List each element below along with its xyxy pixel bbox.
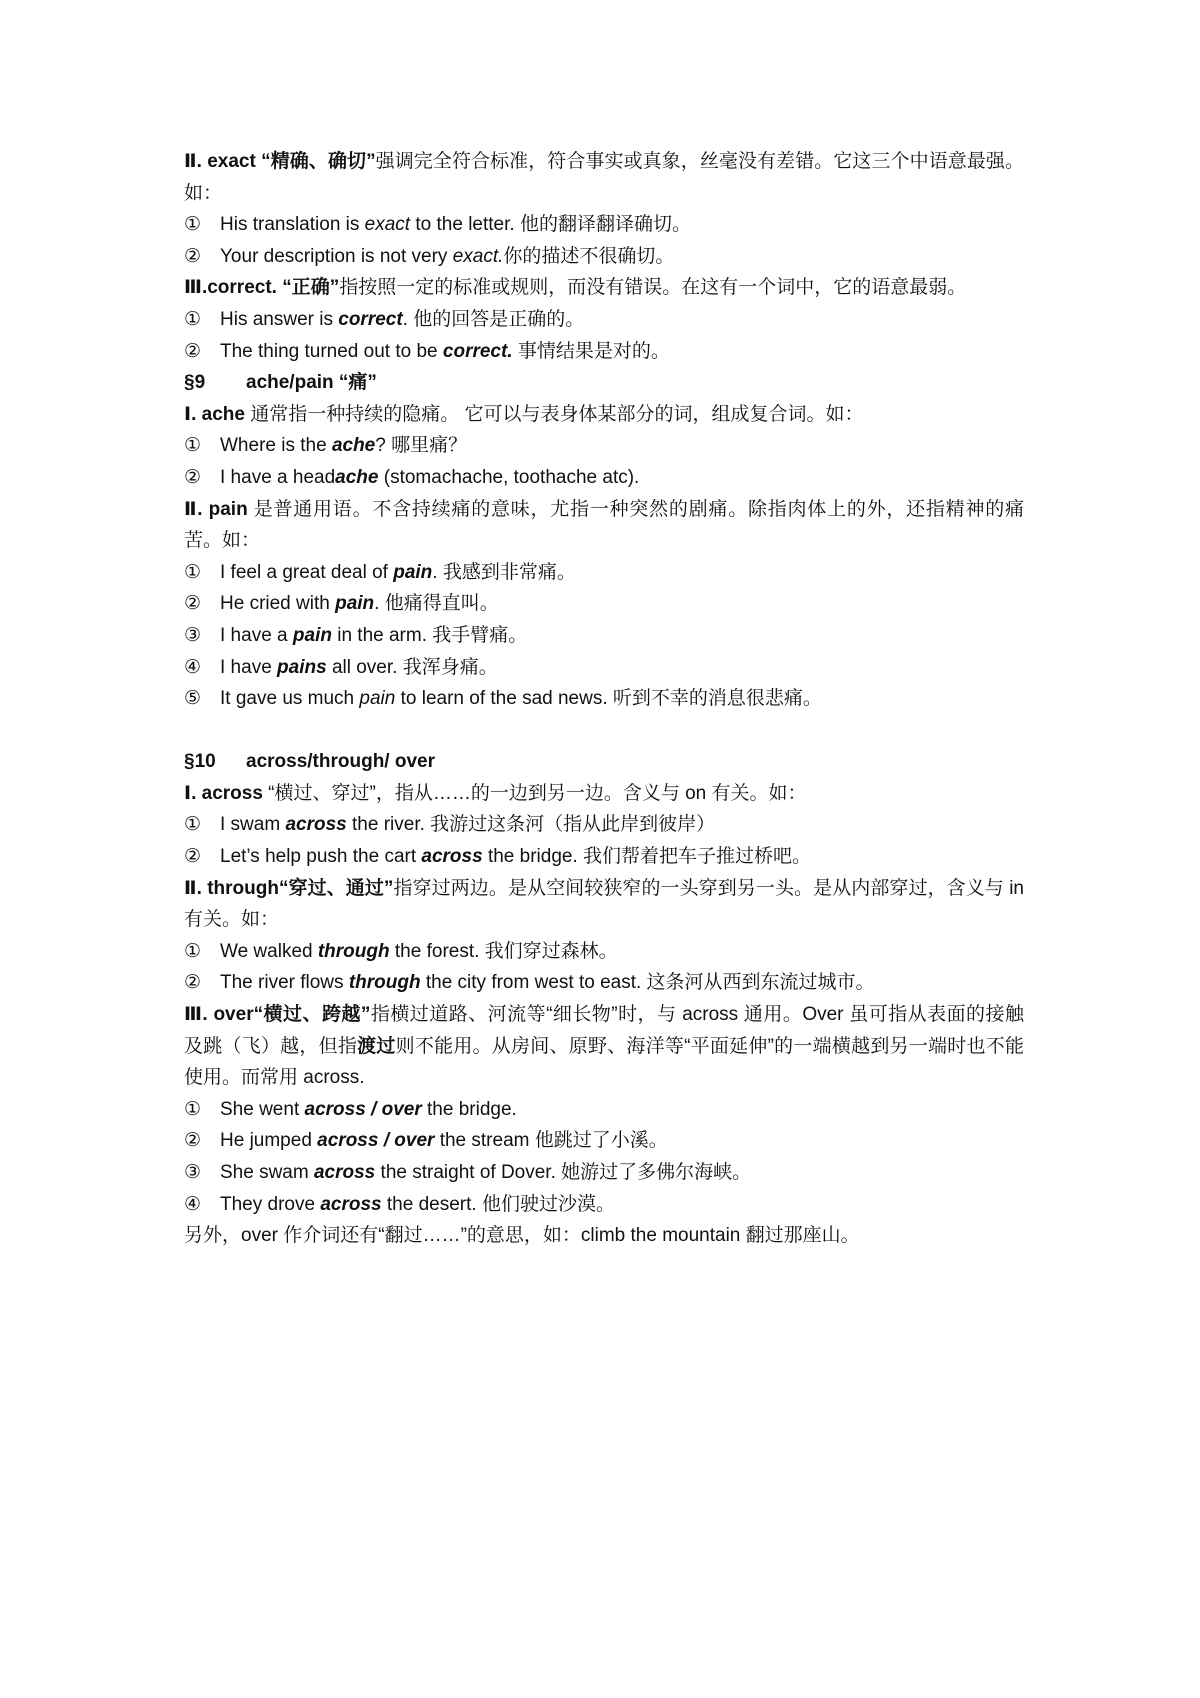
over-example-2: ② He jumped across / over the stream 他跳过了小溪。 (184, 1130, 668, 1152)
across-example-2: ② Let’s help push the cart across the bridge. 我们帮着把车子推过桥吧。 (184, 846, 812, 868)
exact-example-1: ① His translation is exact to the letter. 他的翻译翻译确切。 (184, 214, 691, 236)
correct-term: “正确” (282, 277, 340, 299)
exact-heading: Ⅱ. exact (184, 151, 256, 172)
ache-definition: Ⅰ. ache 通常指一种持续的隐痛。 它可以与表身体某部分的词，组成复合词。如： (184, 403, 864, 425)
exact-example-2: ② Your description is not very exact.你的描述不很确切。 (184, 245, 675, 267)
through-example-2: ② The river flows through the city from west to east. 这条河从西到东流过城市。 (184, 972, 875, 994)
blank-line (184, 715, 1024, 747)
over-note: 另外，over 作介词还有“翻过……”的意思，如：climb the mountain 翻过那座山。 (184, 1225, 860, 1247)
over-example-3: ③ She swam across the straight of Dover. 她游过了多佛尔海峡。 (184, 1162, 752, 1183)
pain-example-4: ④ I have pains all over. 我浑身痛。 (184, 656, 498, 678)
through-example-1: ① We walked through the forest. 我们穿过森林。 (184, 940, 618, 962)
ache-example-2: ② I have a headache (stomachache, toothache atc). (184, 466, 640, 488)
across-example-1: ① I swam across the river. 我游过这条河（指从此岸到彼岸） (184, 814, 716, 836)
pain-example-3: ③ I have a pain in the arm. 我手臂痛。 (184, 624, 528, 646)
correct-definition (184, 272, 1024, 304)
exact-term: “精确、确切” (261, 151, 376, 172)
correct-example-1: ① His answer is correct. 他的回答是正确的。 (184, 308, 585, 330)
correct-example-2: ② The thing turned out to be correct. 事情结果是对的。 (184, 340, 670, 362)
pain-example-2: ② He cried with pain. 他痛得直叫。 (184, 593, 499, 615)
across-definition: Ⅰ. across “横过、穿过”，指从……的一边到另一边。含义与 on 有关。如： (184, 782, 807, 804)
pain-definition: Ⅱ. pain 是普通用语。不含持续痛的意味，尤指一种突然的剧痛。除指肉体上的外，还指精神的痛苦。如： (184, 498, 1024, 552)
pain-example-5: ⑤ It gave us much pain to learn of the sad news. 听到不幸的消息很悲痛。 (184, 688, 822, 710)
over-example-4: ④ They drove across the desert. 他们驶过沙漠。 (184, 1193, 615, 1215)
pain-example-1: ① I feel a great deal of pain. 我感到非常痛。 (184, 561, 576, 583)
document-page (184, 146, 1024, 1252)
correct-desc: 指按照一定的标准或规则，而没有错误。在这有一个词中，它的语意最弱。 (339, 277, 967, 299)
section-9-heading: §9 ache/pain “痛” (184, 372, 377, 394)
exact-desc: 强调完全符合标准，符合事实或真象，丝毫没有差错。它这三个中语意最强。如： (184, 151, 1024, 204)
correct-heading: Ⅲ.correct. (184, 277, 277, 299)
through-definition: Ⅱ. through“穿过、通过”指穿过两边。是从空间较狭窄的一头穿到另一头。是从内部穿过，含义与 in 有关。如： (184, 877, 1024, 931)
ache-example-1: ① Where is the ache? 哪里痛？ (184, 435, 468, 457)
over-definition: Ⅲ. over“横过、跨越”指横过道路、河流等“细长物”时，与 across 通用。Over 虽可指从表面的接触及跳（飞）越，但指渡过则不能用。从房间、原野、海洋等“平面延伸”的一端横越到另一端时也不能使用。而常用 across. (184, 1004, 1024, 1089)
over-example-1: ① She went across / over the bridge. (184, 1098, 517, 1120)
exact-definition (184, 146, 1024, 209)
section-10-heading: §10 across/through/ over (184, 751, 435, 773)
